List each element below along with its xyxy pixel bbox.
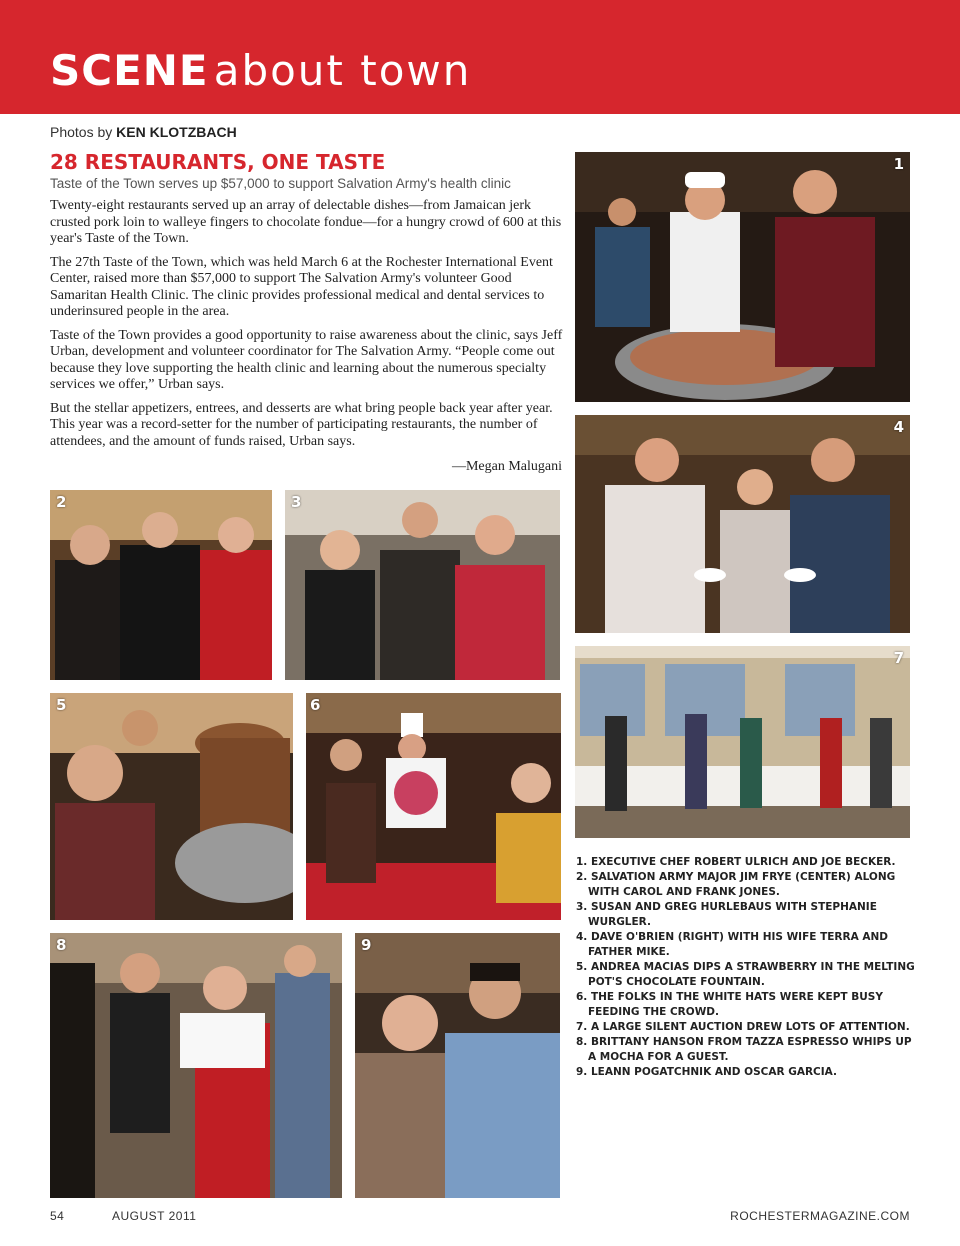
section-title-bold: SCENE — [50, 46, 209, 95]
photo-6-image — [306, 693, 561, 920]
caption-item: 1. EXECUTIVE CHEF ROBERT ULRICH AND JOE BECKER. — [576, 856, 896, 868]
photo-8-image — [50, 933, 342, 1198]
photo-2-image — [50, 490, 272, 680]
caption-item: 8. BRITTANY HANSON FROM TAZZA ESPRESSO WHIPS UP A MOCHA FOR A GUEST. — [576, 1036, 912, 1063]
photo-1 — [575, 152, 910, 402]
caption-item: 9. LEANN POGATCHNIK AND OSCAR GARCIA. — [576, 1066, 837, 1078]
photo-4-image — [575, 415, 910, 633]
photo-number: 7 — [893, 649, 904, 667]
caption-item: 4. DAVE O'BRIEN (RIGHT) WITH HIS WIFE TERRA AND FATHER MIKE. — [576, 931, 889, 958]
section-title-light: about town — [213, 46, 472, 95]
photo-4 — [575, 415, 910, 633]
photo-number: 3 — [291, 493, 302, 511]
photo-credit-prefix: Photos by — [50, 124, 113, 140]
page-number: 54 — [50, 1209, 65, 1223]
photo-number: 8 — [56, 936, 67, 954]
article-paragraph: The 27th Taste of the Town, which was held March 6 at the Rochester International Event Center, raised more than $57,000 to support The Salvation Army's volunteer Good Samaritan Health Clinic. The clinic provides professional medical and dental services to underinsured people in the area. — [50, 254, 553, 319]
website-footer: ROCHESTERMAGAZINE.COM — [730, 1209, 910, 1223]
header-banner — [0, 0, 960, 114]
photo-2 — [50, 490, 272, 680]
article-paragraph: Twenty-eight restaurants served up an array of delectable dishes—from Jamaican jerk crusted pork loin to walleye fingers to chocolate fondue—for a hungry crowd of 600 at this year's Taste of the Town. — [50, 198, 562, 246]
photo-number: 1 — [893, 155, 904, 173]
photo-3 — [285, 490, 560, 680]
caption-item: 7. A LARGE SILENT AUCTION DREW LOTS OF ATTENTION. — [576, 1021, 910, 1033]
photo-7-image — [575, 646, 910, 838]
article-paragraph: Taste of the Town provides a good opportunity to raise awareness about the clinic, says Jeff Urban, development and volunteer coordinator for The Salvation Army. “People come out because they love supporting the health clinic and learning about the numerous specialty services we offer,” Urban says. — [50, 327, 563, 392]
photo-6 — [306, 693, 561, 920]
photo-number: 5 — [56, 696, 67, 714]
photo-number: 4 — [893, 418, 904, 436]
photo-credit — [50, 124, 237, 140]
photo-8 — [50, 933, 342, 1198]
article-byline: —Megan Malugani — [451, 459, 562, 474]
photo-number: 6 — [310, 696, 321, 714]
photo-captions — [576, 855, 916, 1080]
photo-9 — [355, 933, 560, 1198]
photo-5 — [50, 693, 293, 920]
photo-number: 2 — [56, 493, 67, 511]
photo-number: 9 — [361, 936, 372, 954]
caption-item: 5. ANDREA MACIAS DIPS A STRAWBERRY IN THE MELTING POT'S CHOCOLATE FOUNTAIN. — [576, 961, 915, 988]
article-subhead: Taste of the Town serves up $57,000 to support Salvation Army's health clinic — [50, 176, 511, 191]
photo-1-image — [575, 152, 910, 402]
caption-item: 6. THE FOLKS IN THE WHITE HATS WERE KEPT BUSY FEEDING THE CROWD. — [576, 991, 883, 1018]
article-headline: 28 RESTAURANTS, ONE TASTE — [50, 150, 386, 174]
photo-9-image — [355, 933, 560, 1198]
photo-3-image — [285, 490, 560, 680]
caption-item: 2. SALVATION ARMY MAJOR JIM FRYE (CENTER) ALONG WITH CAROL AND FRANK JONES. — [576, 871, 896, 898]
photographer-name: KEN KLOTZBACH — [116, 124, 237, 140]
article-body — [50, 198, 566, 457]
section-title — [50, 46, 472, 95]
caption-item: 3. SUSAN AND GREG HURLEBAUS WITH STEPHANIE WURGLER. — [576, 901, 877, 928]
photo-5-image — [50, 693, 293, 920]
article-paragraph: But the stellar appetizers, entrees, and desserts are what bring people back year after year. This year was a record-setter for the number of participating restaurants, the number of attendees, and the amount of funds raised, Urban says. — [50, 400, 553, 449]
photo-7 — [575, 646, 910, 838]
issue-date: AUGUST 2011 — [112, 1209, 197, 1223]
